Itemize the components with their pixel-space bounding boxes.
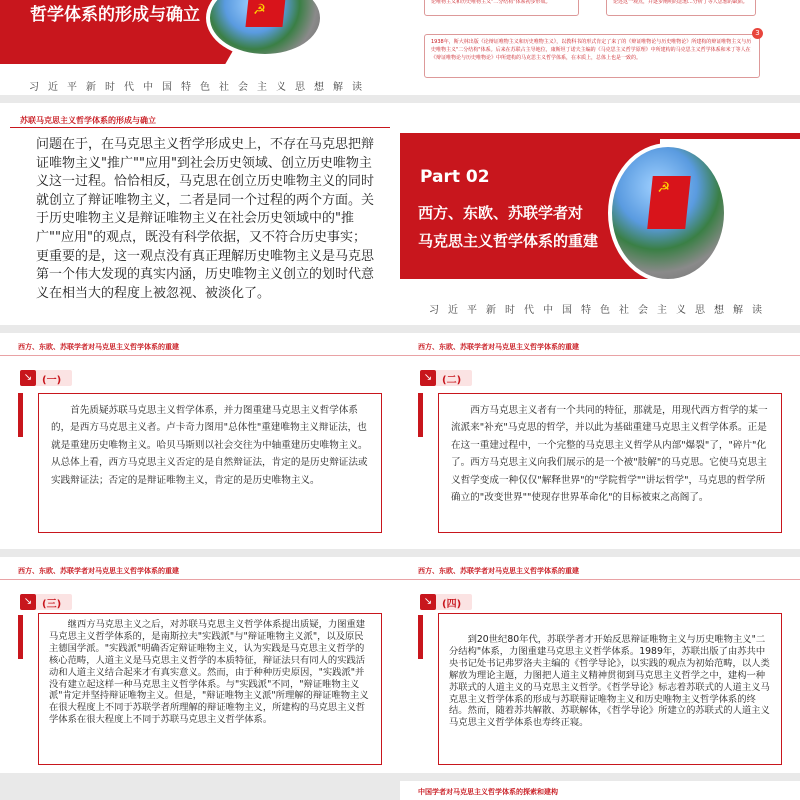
- timeline-box-right-text: 论述这一观点，并逐步阐明的思想...分析了等人思想的缺陷。: [613, 0, 748, 5]
- slide-title-part1[interactable]: [0, 0, 400, 95]
- accent-bar: [18, 615, 23, 659]
- slide-text-formation[interactable]: [0, 103, 400, 325]
- card-text: 到20世纪80年代，苏联学者才开始反思辩证唯物主义与历史唯物主义"二分结构"体系，力图重建马克思主义哲学体系。1989年，苏联出版了由苏共中央书记处书记弗罗洛夫主编的《哲学导论》，以实践的观点为初始范畴，以人类解放为理论主题，力图把人道主义精神贯彻到马克思主义哲学之中，建构一种苏联式的人道主义的马克思主义哲学。《哲学导论》标志着苏联式的人道主义马克思主义哲学体系的形成与苏联辩证唯物主义和历史唯物主义哲学体系的终结。然而，随着苏共解散、苏联解体，《哲学导论》所建立的苏联式的人道主义马克思主义哲学体系也寿终正寝。: [449, 634, 770, 729]
- section-badge: [20, 370, 72, 386]
- part-title-line2: 马克思主义哲学体系的重建: [418, 232, 599, 250]
- section-badge: [420, 370, 472, 386]
- section-header: 西方、东欧、苏联学者对马克思主义哲学体系的重建: [18, 343, 179, 351]
- arrow-down-right-icon: ↘: [20, 594, 36, 610]
- step-badge: 3: [752, 28, 763, 39]
- header-divider: [400, 579, 800, 580]
- slide-section-china[interactable]: [400, 781, 800, 800]
- text-card: [438, 393, 782, 533]
- section-header: 苏联马克思主义哲学体系的形成与确立: [20, 116, 156, 125]
- slide-section-4[interactable]: [400, 557, 800, 773]
- body-text: 问题在于，在马克思主义哲学形成史上，不存在马克思把辩证唯物主义"推广""应用"到社会历史领域、创立历史唯物主义这一过程。恰恰相反，马克思在创立历史唯物主义的同时就创立了辩证唯物主义，二者是同一个过程的两个方面。关于历史唯物主义是辩证唯物主义在社会历史领域中的"推广""应用"的观点，既没有科学依据，又不符合历史事实；更重要的是，这一观点没有真正理解历史唯物主义是马克思第一个伟大发现的真实内涵，历史唯物主义创立的划时代意义在相当大的程度上被忽视、被淡化了。: [36, 137, 375, 301]
- motto-text: 习近平新时代中国特色社会主义思想解读: [29, 82, 371, 93]
- motto-text: 习近平新时代中国特色社会主义思想解读: [429, 305, 771, 316]
- slide-section-3[interactable]: [0, 557, 400, 773]
- party-flag-icon: [647, 176, 691, 229]
- part-title-line1: 西方、东欧、苏联学者对: [418, 204, 584, 222]
- monument-photo: [608, 143, 728, 283]
- text-card: [38, 393, 382, 533]
- section-badge: [20, 594, 72, 610]
- slide-section-1[interactable]: [0, 333, 400, 549]
- section-badge: [420, 594, 472, 610]
- card-text: 首先质疑苏联马克思主义哲学体系，并力图重建马克思主义哲学体系的，是西方马克思主义者。卢卡奇力图用"总体性"重建唯物主义辩证法，也就是重建历史唯物主义。哈贝马斯则以社会交往为中轴重建历史唯物主义。从总体上看，西方马克思主义否定的是自然辩证法，肯定的是历史辩证法或实践辩证法；否定的是辩证唯物主义，肯定的是历史唯物主义。: [51, 405, 368, 486]
- badge-label: (四): [442, 599, 462, 610]
- timeline-box-left: [424, 0, 579, 16]
- text-card: [438, 613, 782, 765]
- badge-label: (一): [42, 375, 62, 386]
- card-text: 西方马克思主义者有一个共同的特征，那就是，用现代西方哲学的某一流派来"补充"马克思的哲学，并以此为基础重建马克思主义哲学体系。正是在这一重建过程中，一个完整的马克思主义哲学从内部"爆裂"了，"碎片"化了。西方马克思主义向我们展示的是一个被"肢解"的马克思。它使马克思主义哲学变成一种仅仅"解释世界"的"学院哲学""讲坛哲学"，马克思的哲学所确立的"改变世界""使现存世界革命化"的目标被束之高阁了。: [451, 405, 768, 504]
- badge-label: (三): [42, 599, 62, 610]
- part-number: Part 02: [420, 167, 490, 187]
- header-divider: [400, 355, 800, 356]
- slide-timeline[interactable]: [400, 0, 800, 95]
- accent-bar: [18, 393, 23, 437]
- slide-part02[interactable]: [400, 103, 800, 325]
- arrow-down-right-icon: ↘: [20, 370, 36, 386]
- party-flag-icon: [246, 0, 286, 27]
- timeline-box-main-text: 1938年，斯大林出版《论辩证唯物主义和历史唯物主义》，以教科书的形式肯定了来了的《辩证唯物论与历史唯物论》所建构的辩证唯物主义与历史唯物主义"二分结构"体系。后来在苏联占主导地位，康斯坦丁诺夫主编的《马克思主义哲学原理》中所建构的马克思主义哲学体系和米丁等人在《辩证唯物论与历史唯物论》中所建构的马克思主义哲学体系，在本质上，总体上也是一致的。: [431, 39, 752, 61]
- section-header: 西方、东欧、苏联学者对马克思主义哲学体系的重建: [418, 567, 579, 575]
- header-divider: [0, 579, 400, 580]
- slide-title: 哲学体系的形成与确立: [30, 5, 200, 25]
- timeline-box-main: [424, 34, 760, 78]
- text-card: [38, 613, 382, 765]
- header-divider: [10, 127, 390, 128]
- timeline-box-right: [606, 0, 756, 16]
- slide-section-2[interactable]: [400, 333, 800, 549]
- arrow-down-right-icon: ↘: [420, 594, 436, 610]
- accent-bar: [418, 615, 423, 659]
- arrow-down-right-icon: ↘: [420, 370, 436, 386]
- section-header: 中国学者对马克思主义哲学体系的探索和建构: [418, 788, 558, 796]
- timeline-box-left-text: 论唯物主义和历史唯物主义"二分结构"体系初步形成。: [431, 0, 551, 5]
- header-divider: [0, 355, 400, 356]
- section-header: 西方、东欧、苏联学者对马克思主义哲学体系的重建: [418, 343, 579, 351]
- accent-bar: [418, 393, 423, 437]
- card-text: 继西方马克思主义之后，对苏联马克思主义哲学体系提出质疑，力图重建马克思主义哲学体系的，是南斯拉夫"实践派"与"辩证唯物主义派"，以及原民主德国学派。"实践派"明确否定辩证唯物主义，认为实践是马克思主义哲学的核心范畴，人道主义是马克思主义哲学的本质特征，辩证法只有同人的实践活动和人道主义结合起来才有真实意义。然而，由于种种历史原因，"实践派"并没有建立起这样一种马克思主义哲学体系。与"实践派"不同，"辩证唯物主义派"肯定并坚持辩证唯物主义。但是，"辩证唯物主义派"所理解的辩证唯物主义在很大程度上不同于苏联学者所理解的辩证唯物主义，所建构的马克思主义哲学体系在很大程度上不同于苏联马克思主义哲学体系。: [49, 619, 369, 726]
- badge-label: (二): [442, 375, 462, 386]
- section-header: 西方、东欧、苏联学者对马克思主义哲学体系的重建: [18, 567, 179, 575]
